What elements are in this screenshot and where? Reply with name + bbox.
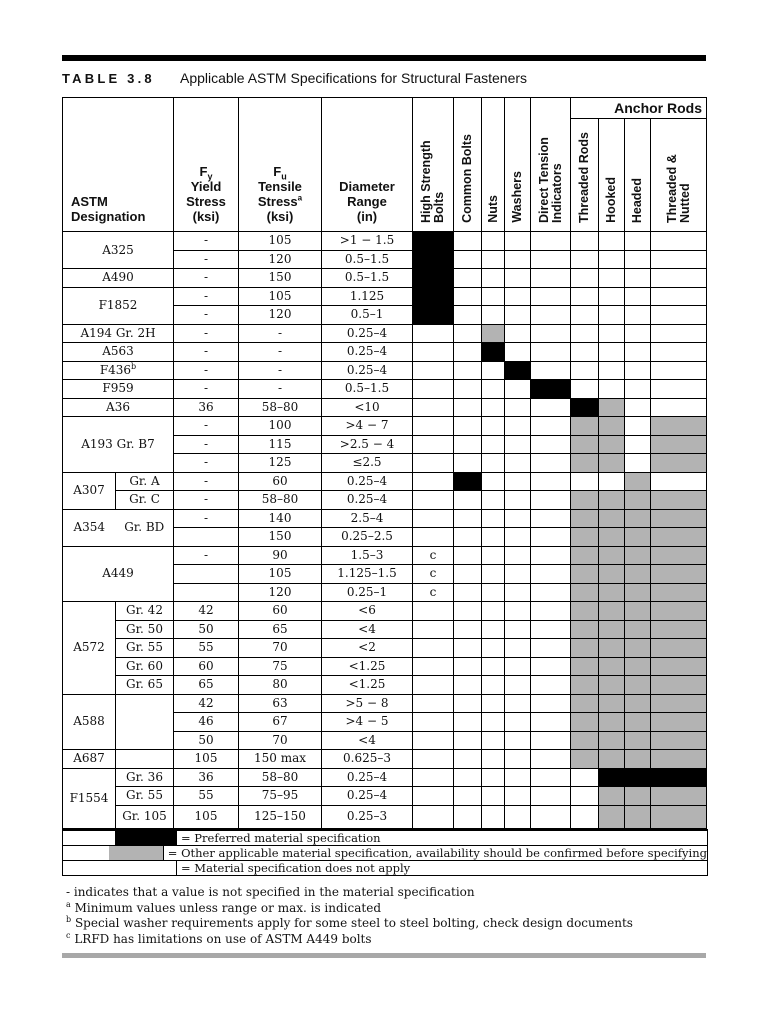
header-diameter-range: Diameter Range (in) bbox=[322, 98, 413, 232]
table-row: F1852 - 105 1.125 bbox=[63, 287, 707, 306]
fastener-spec-table bbox=[62, 97, 706, 829]
row-astm: F1554 bbox=[63, 768, 116, 828]
table-row: A354 Gr. BD - 140 2.5–4 bbox=[63, 509, 707, 528]
table-row: A36 36 58–80 <10 bbox=[63, 398, 707, 417]
table-row: 150 0.25–2.5 bbox=[63, 528, 707, 547]
table-row: Gr. 50 50 65 <4 bbox=[63, 620, 707, 639]
table-row: Gr. 55 55 70 <2 bbox=[63, 639, 707, 658]
cell-preferred bbox=[413, 287, 454, 306]
table-row: - 115 >2.5 − 4 bbox=[63, 435, 707, 454]
table-title: Applicable ASTM Specifications for Structural Fasteners bbox=[179, 70, 528, 86]
row-grade: Gr. A bbox=[116, 472, 174, 491]
table-row: Gr. 65 65 80 <1.25 bbox=[63, 676, 707, 695]
row-astm: A449 bbox=[63, 546, 174, 602]
row-grade: Gr. 105 bbox=[116, 805, 174, 828]
table-row: - 120 0.5–1.5 bbox=[63, 250, 707, 269]
row-astm: A588 bbox=[63, 694, 116, 750]
legend-na: = Material specification does not apply bbox=[63, 861, 707, 875]
header-washers: Washers bbox=[505, 98, 531, 232]
row-grade: Gr. 65 bbox=[116, 676, 174, 695]
header-tensile-stress: $F_u$ Tensile Stress$^a$ (ksi) bbox=[239, 98, 322, 232]
header-yield-stress: $F_y$ Yield Stress (ksi) bbox=[174, 98, 239, 232]
cell-preferred bbox=[413, 250, 454, 269]
row-astm: F959 bbox=[63, 380, 174, 399]
cell-preferred bbox=[482, 343, 505, 362]
header-direct-tension-indicators: Direct Tension Indicators bbox=[531, 98, 571, 232]
legend-other: = Other applicable material specification, availability should be confirmed before specifying bbox=[63, 846, 707, 861]
row-astm: A194 Gr. 2H bbox=[63, 324, 174, 343]
note-b: $^b$ Special washer requirements apply for some steel to steel bolting, check design documents bbox=[66, 915, 633, 930]
row-grade: Gr. C bbox=[116, 491, 174, 510]
table-row: 120 0.25–1 c bbox=[63, 583, 707, 602]
table-caption bbox=[62, 70, 527, 86]
table-row: Gr. C - 58–80 0.25–4 bbox=[63, 491, 707, 510]
table-row: Gr. 105 105 125–150 0.25–3 bbox=[63, 805, 707, 828]
row-astm: A307 bbox=[63, 472, 116, 509]
table-row: A563 - - 0.25–4 bbox=[63, 343, 707, 362]
table-row: A572 Gr. 42 42 60 <6 bbox=[63, 602, 707, 621]
header-high-strength-bolts: High Strength Bolts bbox=[413, 98, 454, 232]
legend-swatch-preferred bbox=[115, 831, 177, 845]
table-row: 50 70 <4 bbox=[63, 731, 707, 750]
cell-preferred bbox=[571, 398, 599, 417]
header-headed: Headed bbox=[625, 119, 651, 232]
table-row: A588 42 63 >5 − 8 bbox=[63, 694, 707, 713]
table-row: 46 67 >4 − 5 bbox=[63, 713, 707, 732]
row-grade: Gr. BD bbox=[116, 509, 174, 546]
cell-preferred bbox=[531, 380, 571, 399]
header-anchor-rods: Anchor Rods bbox=[571, 98, 707, 119]
table-row: A193 Gr. B7 - 100 >4 − 7 bbox=[63, 417, 707, 436]
row-astm: F1852 bbox=[63, 287, 174, 324]
legend-preferred: = Preferred material specification bbox=[63, 831, 707, 846]
table-row: F959 - - 0.5–1.5 bbox=[63, 380, 707, 399]
row-grade: Gr. 55 bbox=[116, 787, 174, 806]
table-number: TABLE 3.8 bbox=[62, 71, 155, 86]
cell-preferred bbox=[413, 306, 454, 325]
row-grade: Gr. 55 bbox=[116, 639, 174, 658]
table-row: A194 Gr. 2H - - 0.25–4 bbox=[63, 324, 707, 343]
table-row: A325 - 105 >1 − 1.5 bbox=[63, 232, 707, 251]
header-threaded-rods: Threaded Rods bbox=[571, 119, 599, 232]
row-astm: A563 bbox=[63, 343, 174, 362]
table-row: Gr. 55 55 75–95 0.25–4 bbox=[63, 787, 707, 806]
row-astm: A687 bbox=[63, 750, 116, 769]
note-dash: - indicates that a value is not specified in the material specification bbox=[66, 885, 475, 899]
table-row: A687 105 150 max 0.625–3 bbox=[63, 750, 707, 769]
row-grade: Gr. 42 bbox=[116, 602, 174, 621]
cell-preferred bbox=[454, 472, 482, 491]
table-row: A307 Gr. A - 60 0.25–4 bbox=[63, 472, 707, 491]
row-grade: Gr. 36 bbox=[116, 768, 174, 787]
legend bbox=[62, 829, 708, 876]
cell-other bbox=[482, 324, 505, 343]
top-rule bbox=[62, 55, 706, 61]
header-hooked: Hooked bbox=[599, 119, 625, 232]
legend-swatch-na bbox=[115, 861, 177, 875]
row-astm: A354 bbox=[63, 509, 116, 546]
row-grade: Gr. 60 bbox=[116, 657, 174, 676]
note-a: $^a$ Minimum values unless range or max. is indicated bbox=[66, 899, 382, 915]
table-row: A490 - 150 0.5–1.5 bbox=[63, 269, 707, 288]
table-row: F436$^b$ - - 0.25–4 bbox=[63, 361, 707, 380]
cell-preferred bbox=[413, 269, 454, 288]
row-astm: A325 bbox=[63, 232, 174, 269]
header-threaded-nutted: Threaded & Nutted bbox=[651, 119, 707, 232]
header-astm-designation: ASTM Designation bbox=[63, 98, 174, 232]
row-astm: A193 Gr. B7 bbox=[63, 417, 174, 473]
table-row: F1554 Gr. 36 36 58–80 0.25–4 bbox=[63, 768, 707, 787]
table-row: - 125 ≤2.5 bbox=[63, 454, 707, 473]
row-astm: A36 bbox=[63, 398, 174, 417]
footnotes bbox=[66, 885, 633, 947]
cell-preferred bbox=[413, 232, 454, 251]
row-grade: Gr. 50 bbox=[116, 620, 174, 639]
table-row: - 120 0.5–1 bbox=[63, 306, 707, 325]
row-astm: A572 bbox=[63, 602, 116, 695]
cell-other bbox=[599, 398, 625, 417]
cell-preferred bbox=[505, 361, 531, 380]
bottom-rule bbox=[62, 953, 706, 958]
row-astm: A490 bbox=[63, 269, 174, 288]
note-c: $^c$ LRFD has limitations on use of ASTM A449 bolts bbox=[66, 930, 372, 946]
table-row: A449 - 90 1.5–3 c bbox=[63, 546, 707, 565]
header-nuts: Nuts bbox=[482, 98, 505, 232]
table-row: Gr. 60 60 75 <1.25 bbox=[63, 657, 707, 676]
legend-swatch-other bbox=[109, 846, 164, 860]
row-astm: F436$^b$ bbox=[63, 361, 174, 380]
header-common-bolts: Common Bolts bbox=[454, 98, 482, 232]
table-row: 105 1.125–1.5 c bbox=[63, 565, 707, 584]
